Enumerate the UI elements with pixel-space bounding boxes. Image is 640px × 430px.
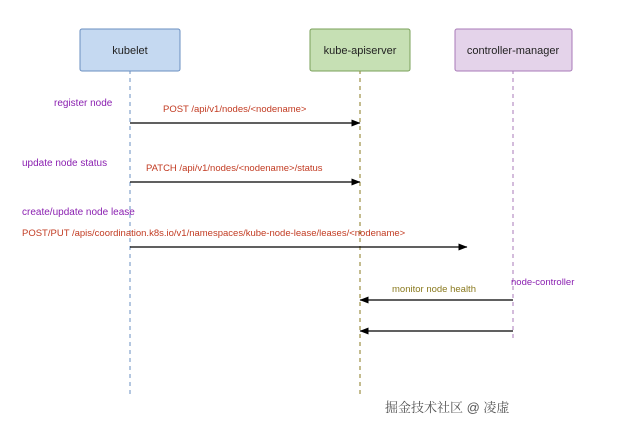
message-label-monitor-node-health: monitor node health (392, 284, 476, 295)
annotation-create-update-node-lease: create/update node lease (22, 207, 135, 218)
participant-label-kube-apiserver: kube-apiserver (323, 44, 397, 57)
participant-label-kubelet: kubelet (112, 44, 148, 57)
watermark: 掘金技术社区 @ 凌虚 (385, 400, 510, 415)
participant-controller-manager[interactable] (455, 29, 572, 71)
annotation-update-node-status: update node status (22, 158, 108, 169)
message-update-node-status (130, 163, 360, 182)
message-register-node (130, 104, 360, 123)
annotation-node-controller: node-controller (511, 277, 575, 288)
message-monitor-node-health (360, 284, 513, 300)
participant-label-controller-manager: controller-manager (466, 44, 560, 57)
participant-kubelet[interactable] (80, 29, 180, 71)
message-label-register-node: POST /api/v1/nodes/<nodename> (163, 104, 307, 115)
participant-kube-apiserver[interactable] (310, 29, 410, 71)
message-label-update-node-status: PATCH /api/v1/nodes/<nodename>/status (146, 163, 323, 174)
message-create-update-node-lease (22, 228, 467, 247)
message-label-create-update-node-lease: POST/PUT /apis/coordination.k8s.io/v1/namespaces/kube-node-lease/leases/<nodename> (22, 228, 406, 239)
annotation-register-node: register node (54, 98, 113, 109)
